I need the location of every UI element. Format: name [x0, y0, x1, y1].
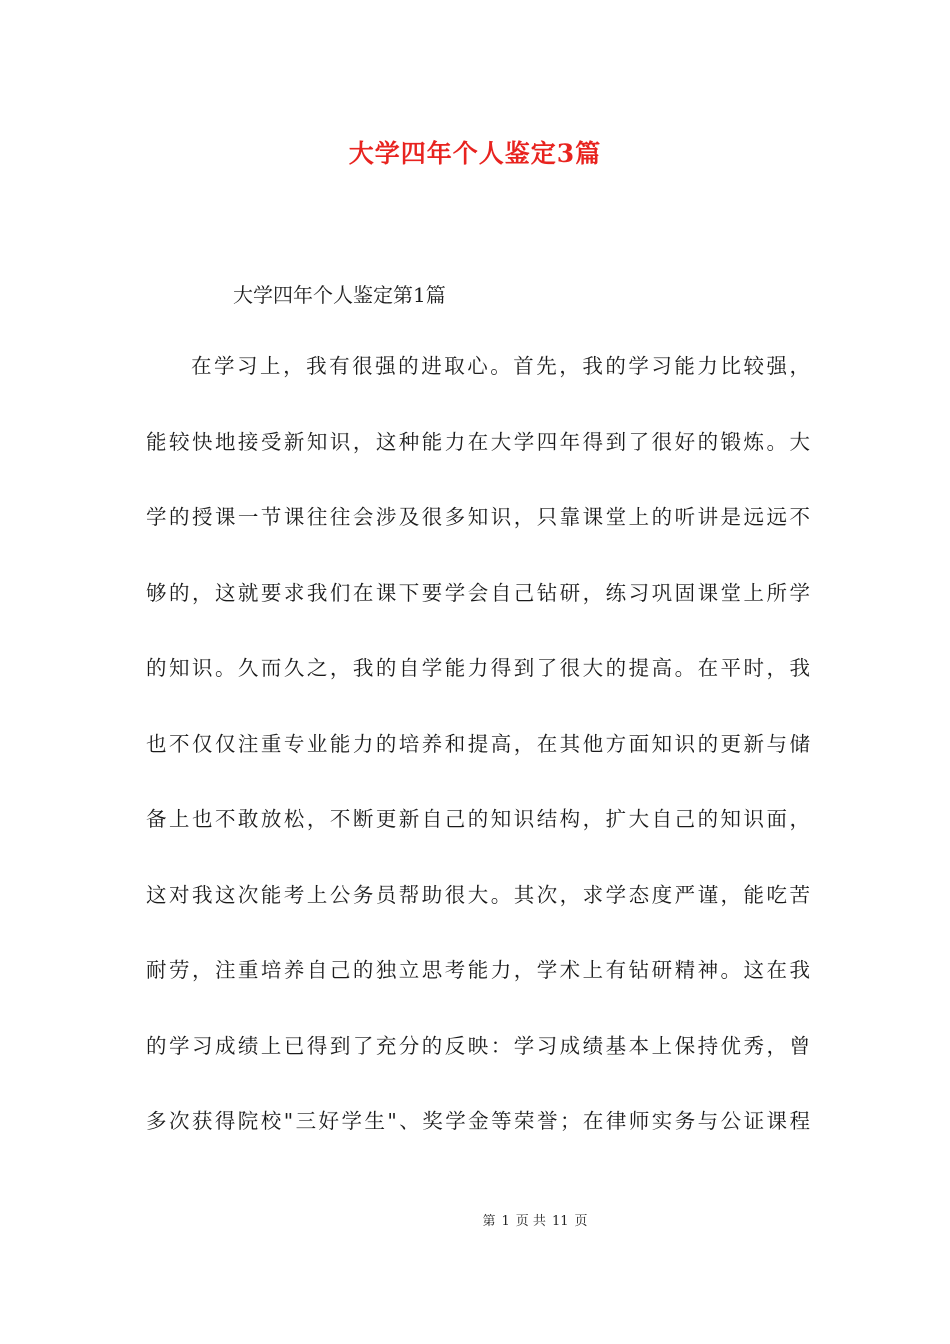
body-paragraph	[146, 351, 810, 1182]
paragraph-line: 耐劳，注重培养自己的独立思考能力，学术上有钻研精神。这在我	[146, 958, 810, 982]
page-label-middle: 页 共	[515, 1214, 546, 1229]
page-label-suffix: 页	[574, 1214, 588, 1229]
document-title: 大学四年个人鉴定3篇	[348, 139, 602, 168]
page-number-footer	[0, 1213, 950, 1231]
paragraph-line: 多次获得院校"三好学生"、奖学金等荣誉；在律师实务与公证课程	[146, 1109, 810, 1133]
page-label-prefix: 第	[482, 1214, 496, 1229]
total-pages-number: 11	[551, 1214, 569, 1229]
section-heading: 大学四年个人鉴定第1篇	[233, 283, 446, 307]
paragraph-line: 能较快地接受新知识，这种能力在大学四年得到了很好的锻炼。大	[146, 429, 810, 454]
paragraph-line: 也不仅仅注重专业能力的培养和提高，在其他方面知识的更新与储	[146, 731, 810, 756]
paragraph-line: 备上也不敢放松，不断更新自己的知识结构，扩大自己的知识面，	[146, 807, 810, 831]
paragraph-line: 够的，这就要求我们在课下要学会自己钻研，练习巩固课堂上所学	[146, 580, 810, 605]
paragraph-line: 的知识。久而久之，我的自学能力得到了很大的提高。在平时，我	[146, 656, 810, 680]
current-page-number: 1	[501, 1214, 510, 1229]
paragraph-line: 的学习成绩上已得到了充分的反映：学习成绩基本上保持优秀，曾	[146, 1033, 810, 1058]
paragraph-line: 在学习上，我有很强的进取心。首先，我的学习能力比较强，	[191, 354, 810, 378]
paragraph-line: 这对我这次能考上公务员帮助很大。其次，求学态度严谨，能吃苦	[146, 882, 810, 907]
paragraph-line: 学的授课一节课往往会涉及很多知识，只靠课堂上的听讲是远远不	[146, 505, 810, 529]
